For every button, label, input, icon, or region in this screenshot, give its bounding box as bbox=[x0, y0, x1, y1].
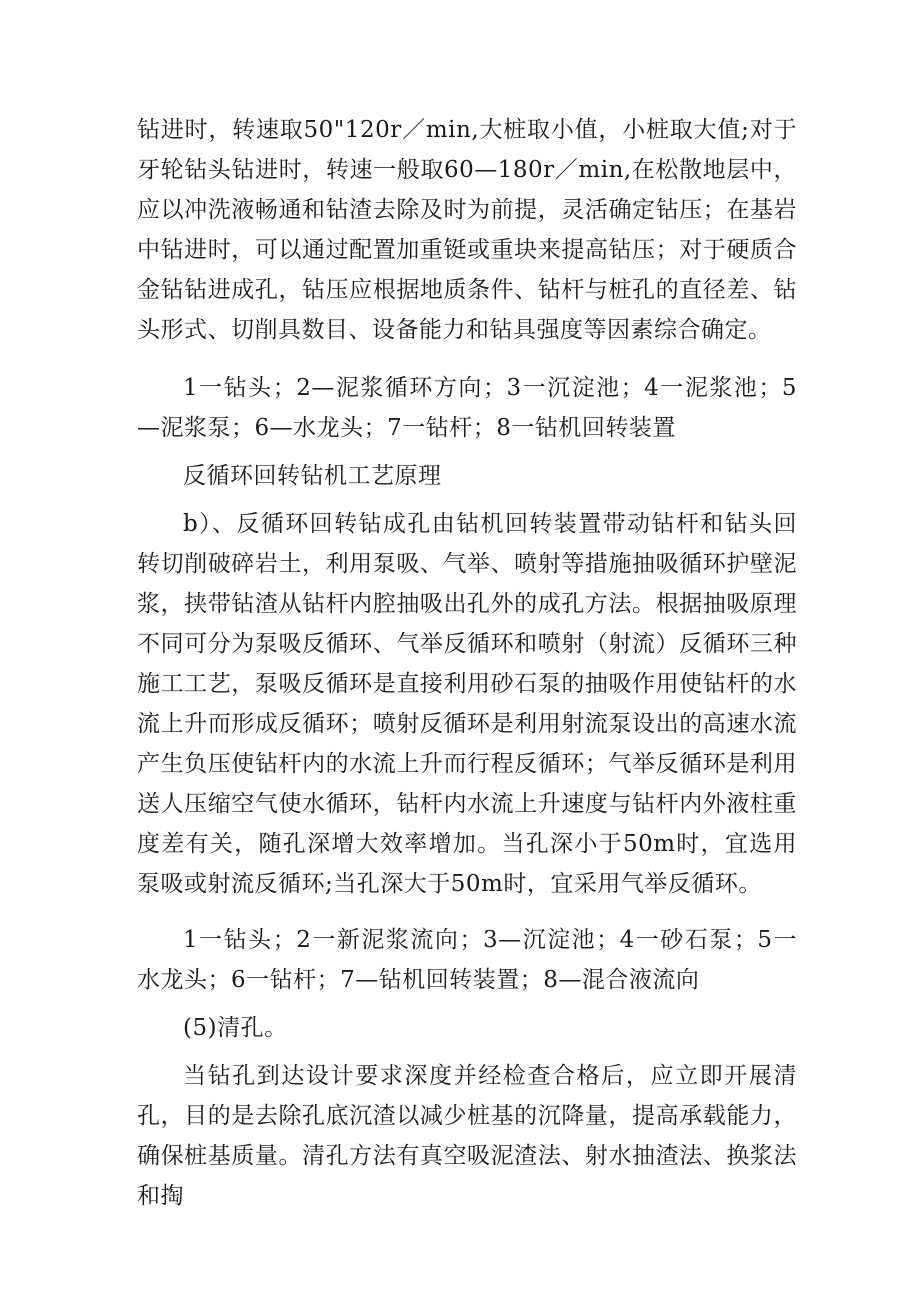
paragraph-drilling-speed: 钻进时，转速取50"120r／min,大桩取小值，小桩取大值;对于牙轮钻头钻进时，转速一般取60—180r／min,在松散地层中，应以冲洗液畅通和钻渣去除及时为前提，灵活确定钻压；在基岩中钻进时，可以通过配置加重铤或重块来提高钻压；对于硬质合金钻钻进成孔，钻压应根据地质条件、钻杆与桩孔的直径差、钻头形式、切削具数目、设备能力和钻具强度等因素综合确定。 bbox=[137, 117, 797, 343]
figure-legend-forward-circulation: 1一钻头；2—泥浆循环方向；3一沉淀池；4一泥浆池；5—泥浆泵；6—水龙头；7一钻杆；8一钻机回转装置 bbox=[137, 375, 797, 441]
figure-legend-reverse-circulation: 1一钻头；2一新泥浆流向；3—沉淀池；4一砂石泵；5一水龙头；6一钻杆；7—钻机回转装置；8—混合液流向 bbox=[137, 927, 797, 993]
paragraph-reverse-circulation: b）、反循环回转钻成孔由钻机回转装置带动钻杆和钻头回转切削破碎岩土，利用泵吸、气举、喷射等措施抽吸循环护壁泥浆，挟带钻渣从钻杆内腔抽吸出孔外的成孔方法。根据抽吸原理不同可分为泵吸反循环、气举反循环和喷射（射流）反循环三种施工工艺，泵吸反循环是直接利用砂石泵的抽吸作用使钻杆的水流上升而形成反循环；喷射反循环是利用射流泵设出的高速水流产生负压使钻杆内的水流上升而行程反循环；气举反循环是利用送人压缩空气使水循环，钻杆内水流上升速度与钻杆内外液柱重度差有关，随孔深增大效率增加。当孔深小于50m时，宜选用泵吸或射流反循环;当孔深大于50m时，宜采用气举反循环。 bbox=[137, 511, 797, 897]
figure-caption-reverse-circulation: 反循环回转钻机工艺原理 bbox=[183, 463, 442, 489]
paragraph-hole-cleaning: 当钻孔到达设计要求深度并经检查合格后，应立即开展清孔，目的是去除孔底沉渣以减少桩基的沉降量，提高承载能力，确保桩基质量。清孔方法有真空吸泥渣法、射水抽渣法、换浆法和掏 bbox=[137, 1063, 797, 1209]
section-heading-hole-cleaning: (5)清孔。 bbox=[183, 1015, 288, 1041]
